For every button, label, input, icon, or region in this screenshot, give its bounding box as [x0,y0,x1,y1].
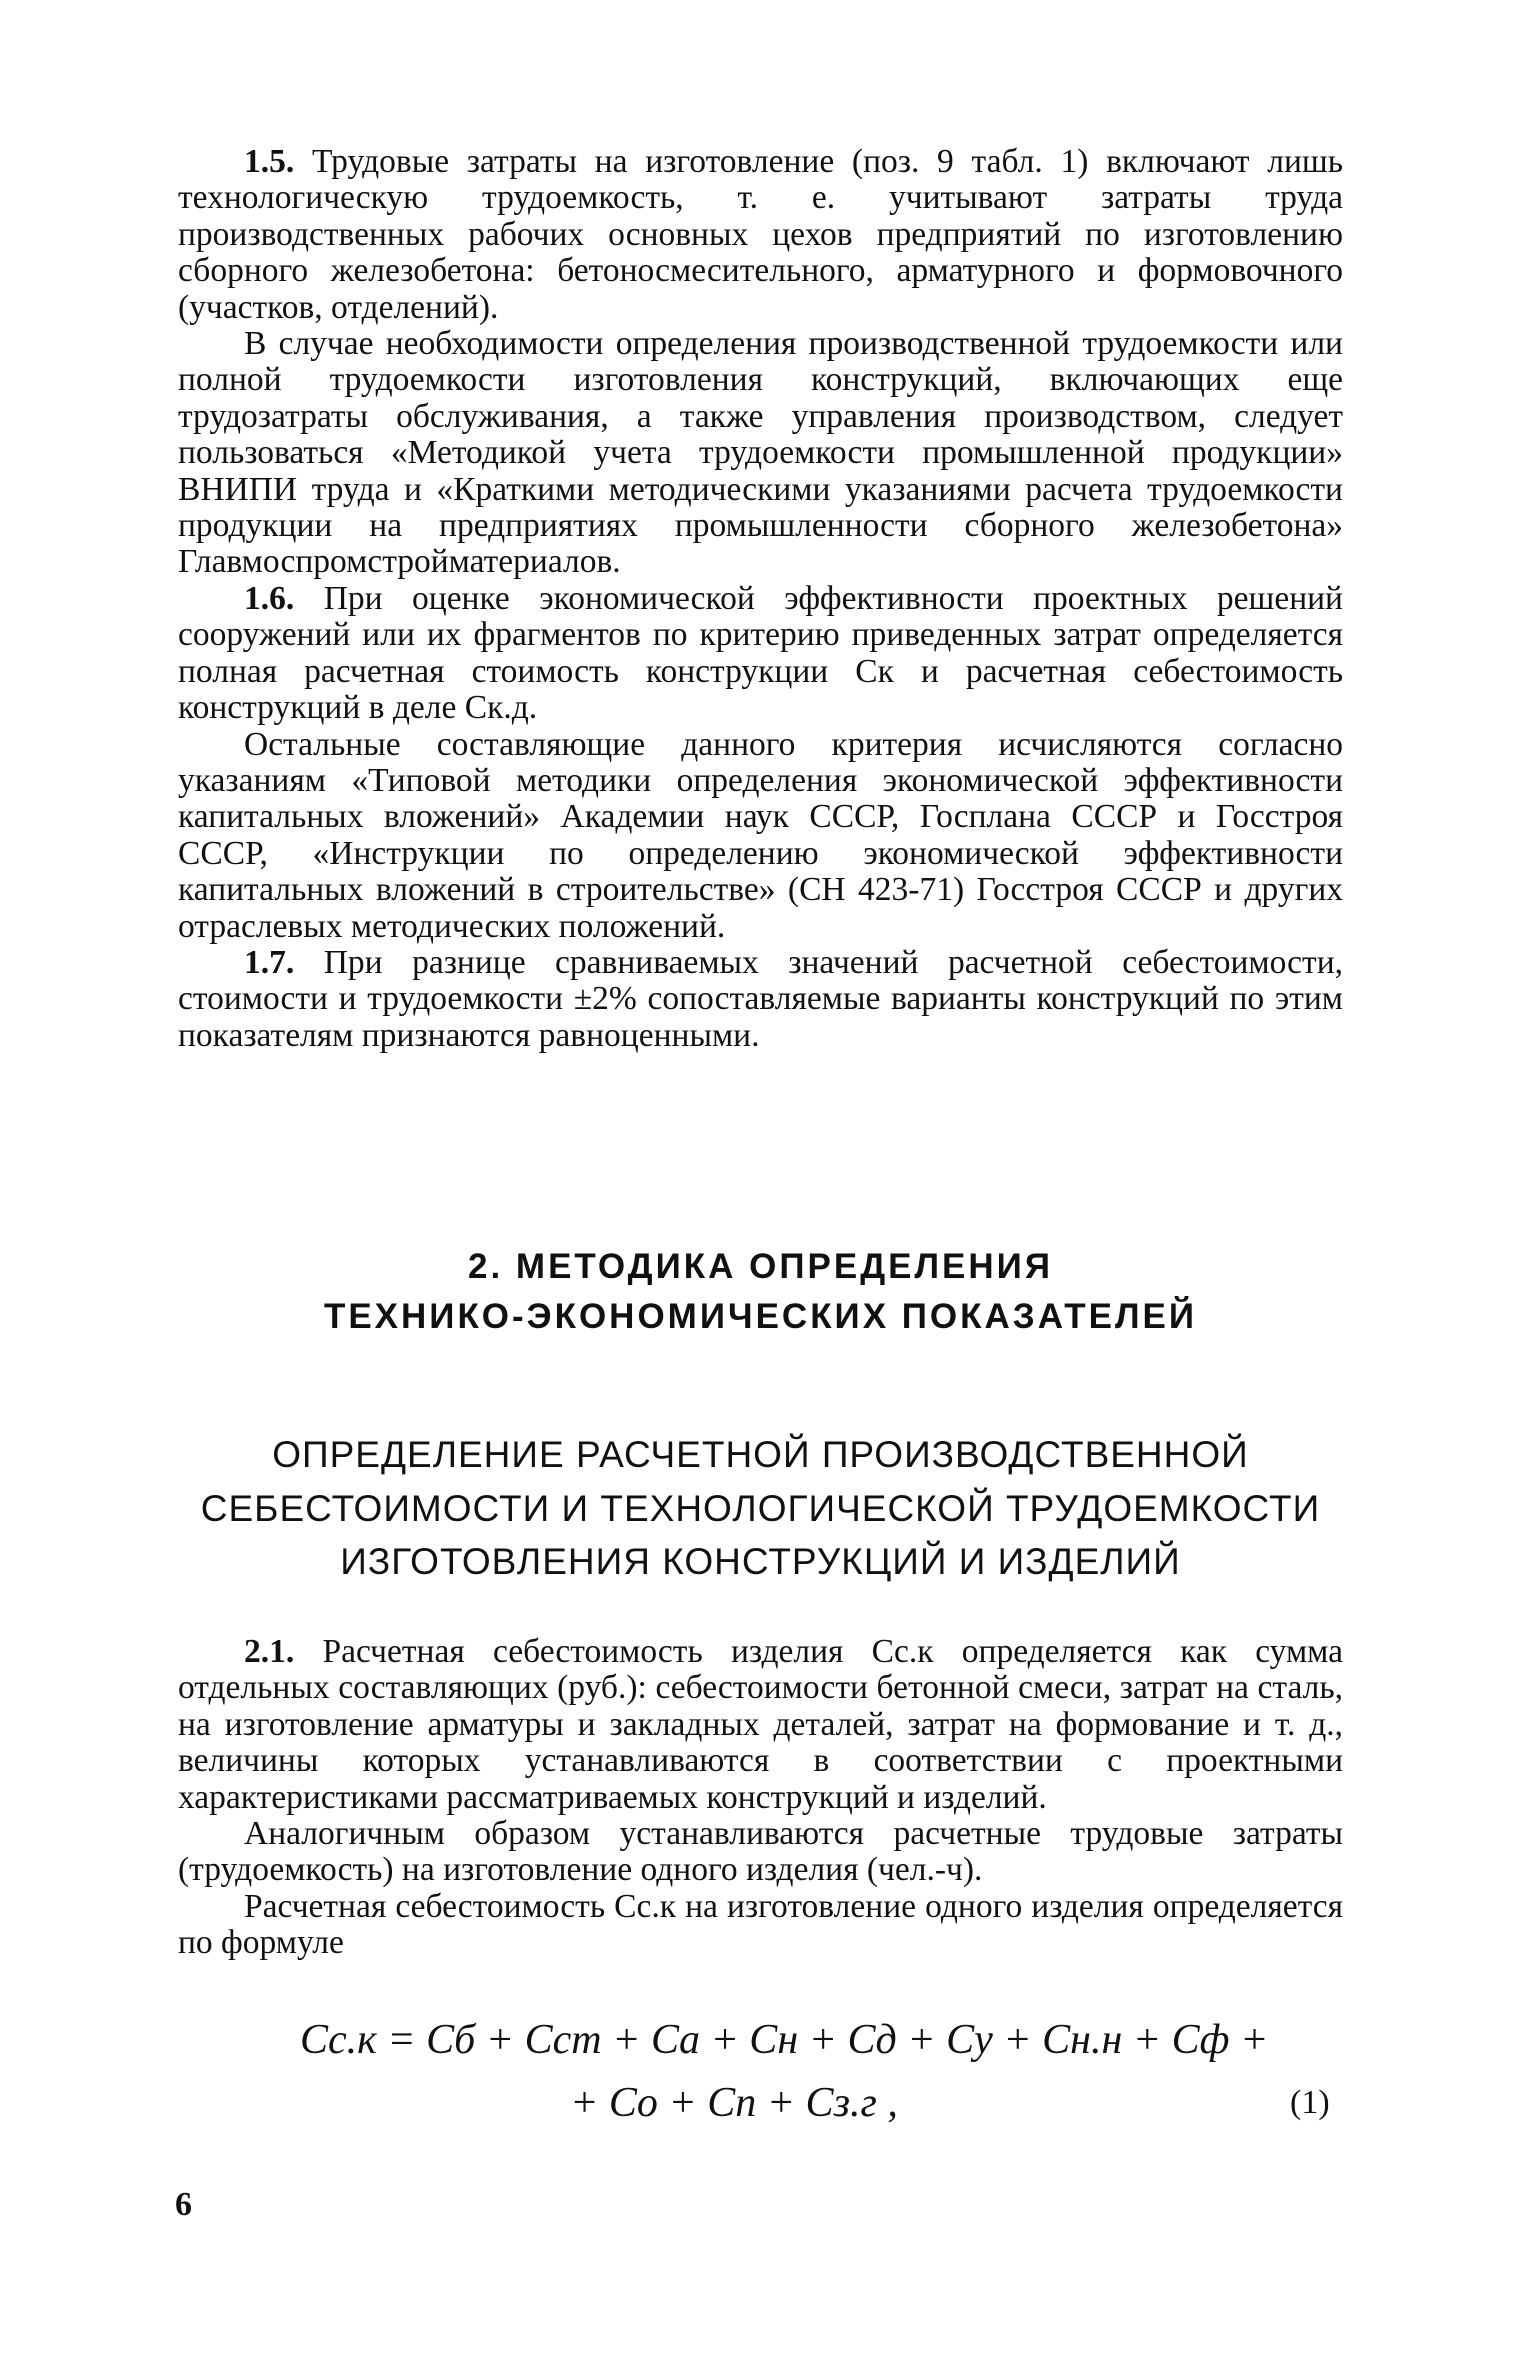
section-1-text [178,144,1343,1054]
paragraph-text: Трудовые затраты на изготовление (поз. 9 табл. 1) включают лишь технологическую трудоемкость, т. е. учитывают затраты труда производственных рабочих основных цехов предприятий по изготовлению сборного железобетона: бетоносмесительного, арматурного и формовочного (участков, отделений). [178,143,1343,326]
section-2-title-line-2: ТЕХНИКО-ЭКОНОМИЧЕСКИХ ПОКАЗАТЕЛЕЙ [323,1297,1198,1336]
paragraph-2-1-formula-intro: Расчетная себестоимость Cс.к на изготовление одного изделия определяется по формуле [178,1887,1343,1962]
subsection-title-line-1: ОПРЕДЕЛЕНИЕ РАСЧЕТНОЙ ПРОИЗВОДСТВЕННОЙ [272,1434,1249,1475]
section-2-title-line-1: 2. МЕТОДИКА ОПРЕДЕЛЕНИЯ [468,1247,1053,1286]
paragraph-number: 1.6. [244,579,295,617]
paragraph-number: 1.7. [244,943,295,981]
paragraph-1-5-cont: В случае необходимости определения производственной трудоемкости или полной трудоемкости изготовления конструкций, включающих еще трудозатраты обслуживания, а также управления производством, следует пользоваться «Методикой учета трудоемкости промышленной продукции» ВНИПИ труда и «Краткими методическими указаниями расчета трудоемкости продукции на предприятиях промышленности сборного железобетона» Главмоспромстройматериалов. [178,325,1343,581]
paragraph-1-6-cont: Остальные составляющие данного критерия исчисляются согласно указаниям «Типовой методики определения экономической эффективности капитальных вложений» Академии наук СССР, Госплана СССР и Госстроя СССР, «Инструкции по определению экономической эффективности капитальных вложений в строительстве» (СН 423-71) Госстроя СССР и других отраслевых методических положений. [178,725,1343,945]
paragraph-2-1-cont: Аналогичным образом устанавливаются расчетные трудовые затраты (трудоемкость) на изготовление одного изделия (чел.-ч). [178,1815,1343,1889]
paragraph-number: 1.5. [244,143,295,180]
paragraph-1-7 [178,945,1343,1054]
paragraph-1-6 [178,581,1343,727]
paragraph-text: При разнице сравниваемых значений расчетной себестоимости, стоимости и трудоемкости ±2% сопоставляемые варианты конструкций по этим показателям признаются равноценными. [178,943,1343,1054]
formula-line-1: Cс.к = Cб + Cст + Cа + Cн + Cд + Cу + Cн.н + Cф + [300,2017,1269,2063]
section-2-text [178,1634,1343,1962]
paragraph-number: 2.1. [244,1633,295,1670]
equation-number: (1) [1290,2084,1330,2121]
subsection-title-line-3: ИЗГОТОВЛЕНИЯ КОНСТРУКЦИЙ И ИЗДЕЛИЙ [340,1541,1181,1582]
formula-line-2: + Cо + Cп + Cз.г , [570,2080,898,2126]
subsection-title-line-2: СЕБЕСТОИМОСТИ И ТЕХНОЛОГИЧЕСКОЙ ТРУДОЕМКОСТИ [200,1488,1321,1529]
page-number: 6 [175,2186,192,2223]
paragraph-2-1 [178,1634,1343,1816]
paragraph-text: При оценке экономической эффективности проектных решений сооружений или их фрагментов по критерию приведенных затрат определяется полная расчетная стоимость конструкции Cк и расчетная себестоимость конструкций в деле Cк.д. [178,579,1343,727]
paragraph-text: Расчетная себестоимость изделия Cс.к определяется как сумма отдельных составляющих (руб.): себестоимости бетонной смеси, затрат на сталь, на изготовление арматуры и закладных деталей, затрат на формование и т. д., величины которых устанавливаются в соответствии с проектными характеристиками рассматриваемых конструкций и изделий. [178,1633,1343,1816]
paragraph-1-5 [178,144,1343,326]
